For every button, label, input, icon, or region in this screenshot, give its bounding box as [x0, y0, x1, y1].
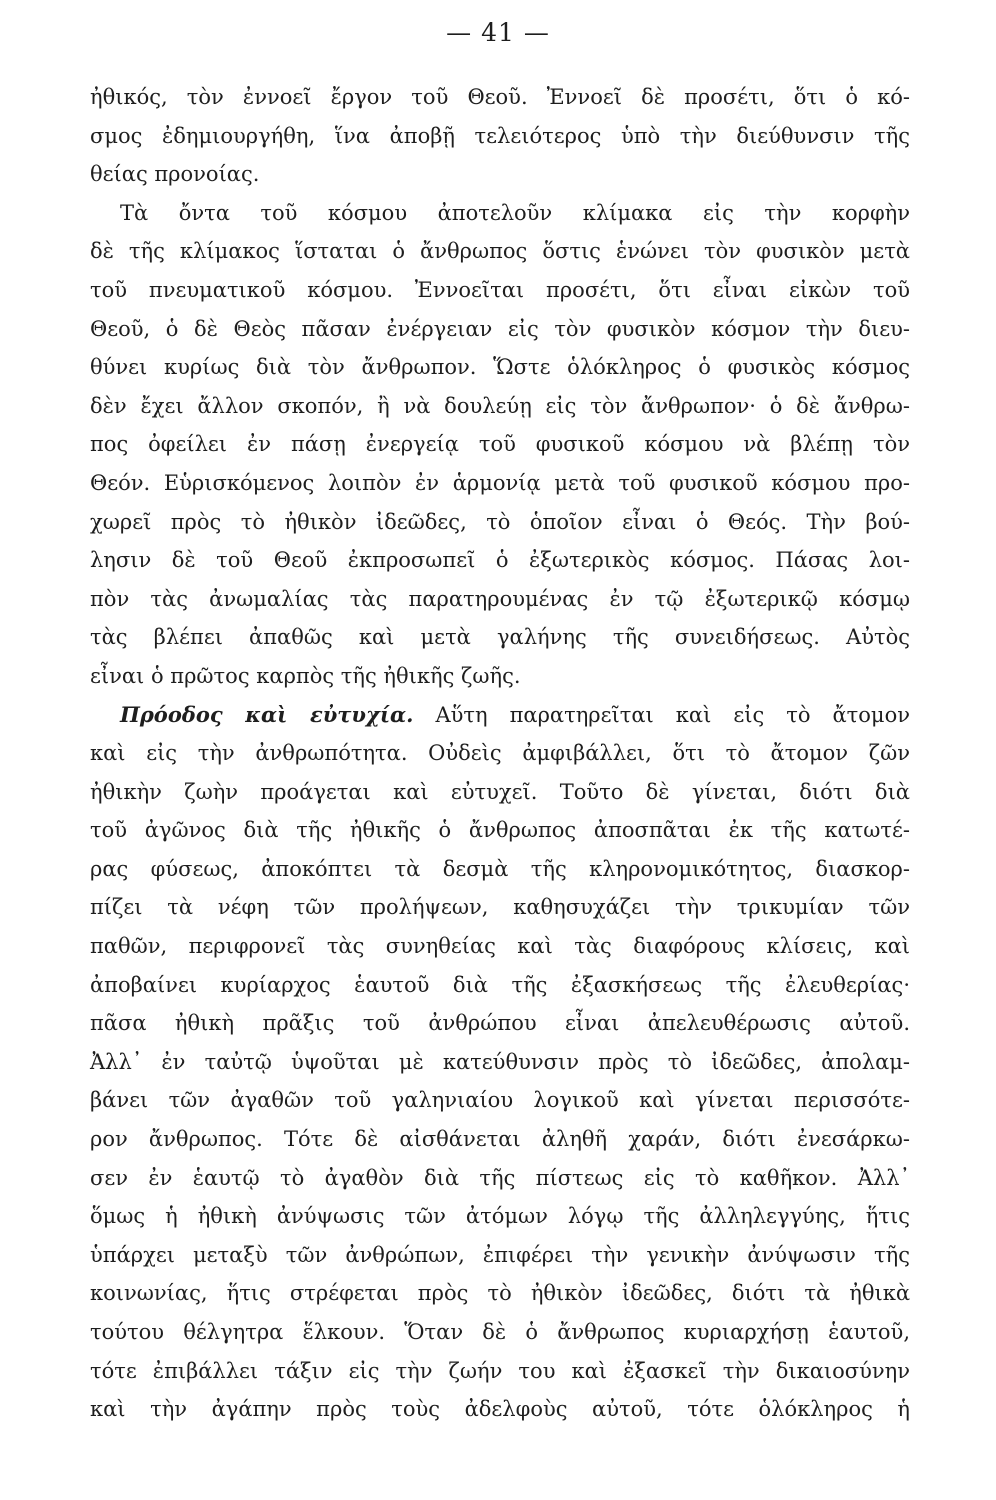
text-line: πᾶσα ἠθικὴ πρᾶξις τοῦ ἀνθρώπου εἶναι ἀπελευθέρωσις αὐτοῦ. — [90, 1011, 910, 1036]
text-line: βάνει τῶν ἀγαθῶν τοῦ γαληνιαίου λογικοῦ καὶ γίνεται περισσότε- — [90, 1088, 910, 1113]
text-line: ὑπάρχει μεταξὺ τῶν ἀνθρώπων, ἐπιφέρει τὴν γενικὴν ἀνύψωσιν τῆς — [90, 1242, 910, 1267]
text-line: θείας προνοίας. — [90, 162, 260, 187]
text-line: τότε ἐπιβάλλει τάξιν εἰς τὴν ζωήν του καὶ ἐξασκεῖ τὴν δικαιοσύνην — [90, 1358, 910, 1383]
body-text — [90, 78, 910, 1429]
text-line: λησιν δὲ τοῦ Θεοῦ ἐκπροσωπεῖ ὁ ἐξωτερικὸς κόσμος. Πάσας λοι- — [90, 548, 910, 573]
text-line: Ἀλλ᾽ ἐν ταὐτῷ ὑψοῦται μὲ κατεύθυνσιν πρὸς τὸ ἰδεῶδες, ἀπολαμ- — [90, 1049, 910, 1074]
section-heading-line — [90, 696, 910, 735]
text-line: δὲν ἔχει ἄλλον σκοπόν, ἢ νὰ δουλεύῃ εἰς τὸν ἄνθρωπον· ὁ δὲ ἄνθρω- — [90, 393, 910, 418]
text-line: δὲ τῆς κλίμακος ἵσταται ὁ ἄνθρωπος ὅστις ἑνώνει τὸν φυσικὸν μετὰ — [90, 239, 910, 264]
page-number: — 41 — — [446, 18, 550, 47]
text-line: καὶ εἰς τὴν ἀνθρωπότητα. Οὐδεὶς ἀμφιβάλλει, ὅτι τὸ ἄτομον ζῶν — [90, 741, 910, 766]
text-line: τὰς βλέπει ἀπαθῶς καὶ μετὰ γαλήνης τῆς συνειδήσεως. Αὐτὸς — [90, 625, 910, 650]
text-line: σεν ἐν ἑαυτῷ τὸ ἀγαθὸν διὰ τῆς πίστεως εἰς τὸ καθῆκον. Ἀλλ᾽ — [90, 1165, 910, 1190]
text-line: ἀποβαίνει κυρίαρχος ἑαυτοῦ διὰ τῆς ἐξασκήσεως τῆς ἐλευθερίας· — [90, 972, 910, 997]
text-line: πίζει τὰ νέφη τῶν προλήψεων, καθησυχάζει τὴν τρικυμίαν τῶν — [90, 895, 910, 920]
text-line: σμος ἐδημιουργήθη, ἵνα ἀποβῇ τελειότερος ὑπὸ τὴν διεύθυνσιν τῆς — [90, 123, 910, 148]
text-line: ρον ἄνθρωπος. Τότε δὲ αἰσθάνεται ἀληθῆ χαράν, διότι ἐνεσάρκω- — [90, 1127, 910, 1152]
text-line: ρας φύσεως, ἀποκόπτει τὰ δεσμὰ τῆς κληρονομικότητος, διασκορ- — [90, 856, 910, 881]
text-line: ἠθικός, τὸν ἐννοεῖ ἔργον τοῦ Θεοῦ. Ἐννοεῖ δὲ προσέτι, ὅτι ὁ κό- — [90, 85, 910, 109]
text-line: θύνει κυρίως διὰ τὸν ἄνθρωπον. Ὥστε ὁλόκληρος ὁ φυσικὸς κόσμος — [90, 355, 910, 380]
text-line: πος ὀφείλει ἐν πάσῃ ἐνεργείᾳ τοῦ φυσικοῦ κόσμου νὰ βλέπῃ τὸν — [90, 432, 910, 457]
text-line: πὸν τὰς ἀνωμαλίας τὰς παρατηρουμένας ἐν τῷ ἐξωτερικῷ κόσμῳ — [90, 586, 910, 611]
text-line: κοινωνίας, ἥτις στρέφεται πρὸς τὸ ἠθικὸν ἰδεῶδες, διότι τὰ ἠθικὰ — [90, 1281, 910, 1306]
heading-line-rest: Αὕτη παρατηρεῖται καὶ εἰς τὸ ἄτομον — [413, 702, 910, 727]
text-line: παθῶν, περιφρονεῖ τὰς συνηθείας καὶ τὰς διαφόρους κλίσεις, καὶ — [90, 934, 910, 959]
text-line: ἠθικὴν ζωὴν προάγεται καὶ εὐτυχεῖ. Τοῦτο δὲ γίνεται, διότι διὰ — [90, 779, 910, 804]
text-line: Τὰ ὄντα τοῦ κόσμου ἀποτελοῦν κλίμακα εἰς τὴν κορφὴν — [120, 200, 910, 225]
text-line: Θεοῦ, ὁ δὲ Θεὸς πᾶσαν ἐνέργειαν εἰς τὸν φυσικὸν κόσμον τὴν διευ- — [90, 316, 910, 341]
text-line: Θεόν. Εὑρισκόμενος λοιπὸν ἐν ἁρμονίᾳ μετὰ τοῦ φυσικοῦ κόσμου προ- — [90, 470, 910, 495]
text-line: ὅμως ἡ ἠθικὴ ἀνύψωσις τῶν ἀτόμων λόγῳ τῆς ἀλληλεγγύης, ἥτις — [90, 1204, 910, 1229]
text-line: τούτου θέλγητρα ἕλκουν. Ὅταν δὲ ὁ ἄνθρωπος κυριαρχήσῃ ἑαυτοῦ, — [90, 1320, 910, 1344]
text-line: χωρεῖ πρὸς τὸ ἠθικὸν ἰδεῶδες, τὸ ὁποῖον εἶναι ὁ Θεός. Τὴν βού- — [90, 509, 910, 534]
text-line: εἶναι ὁ πρῶτος καρπὸς τῆς ἠθικῆς ζωῆς. — [90, 663, 521, 688]
section-heading: Πρόοδος καὶ εὐτυχία. — [120, 701, 414, 727]
text-line: τοῦ ἀγῶνος διὰ τῆς ἠθικῆς ὁ ἄνθρωπος ἀποσπᾶται ἐκ τῆς κατωτέ- — [90, 818, 910, 843]
text-line: τοῦ πνευματικοῦ κόσμου. Ἐννοεῖται προσέτι, ὅτι εἶναι εἰκὼν τοῦ — [90, 277, 910, 302]
text-line: καὶ τὴν ἀγάπην πρὸς τοὺς ἀδελφοὺς αὐτοῦ, τότε ὁλόκληρος ἡ — [90, 1397, 910, 1422]
